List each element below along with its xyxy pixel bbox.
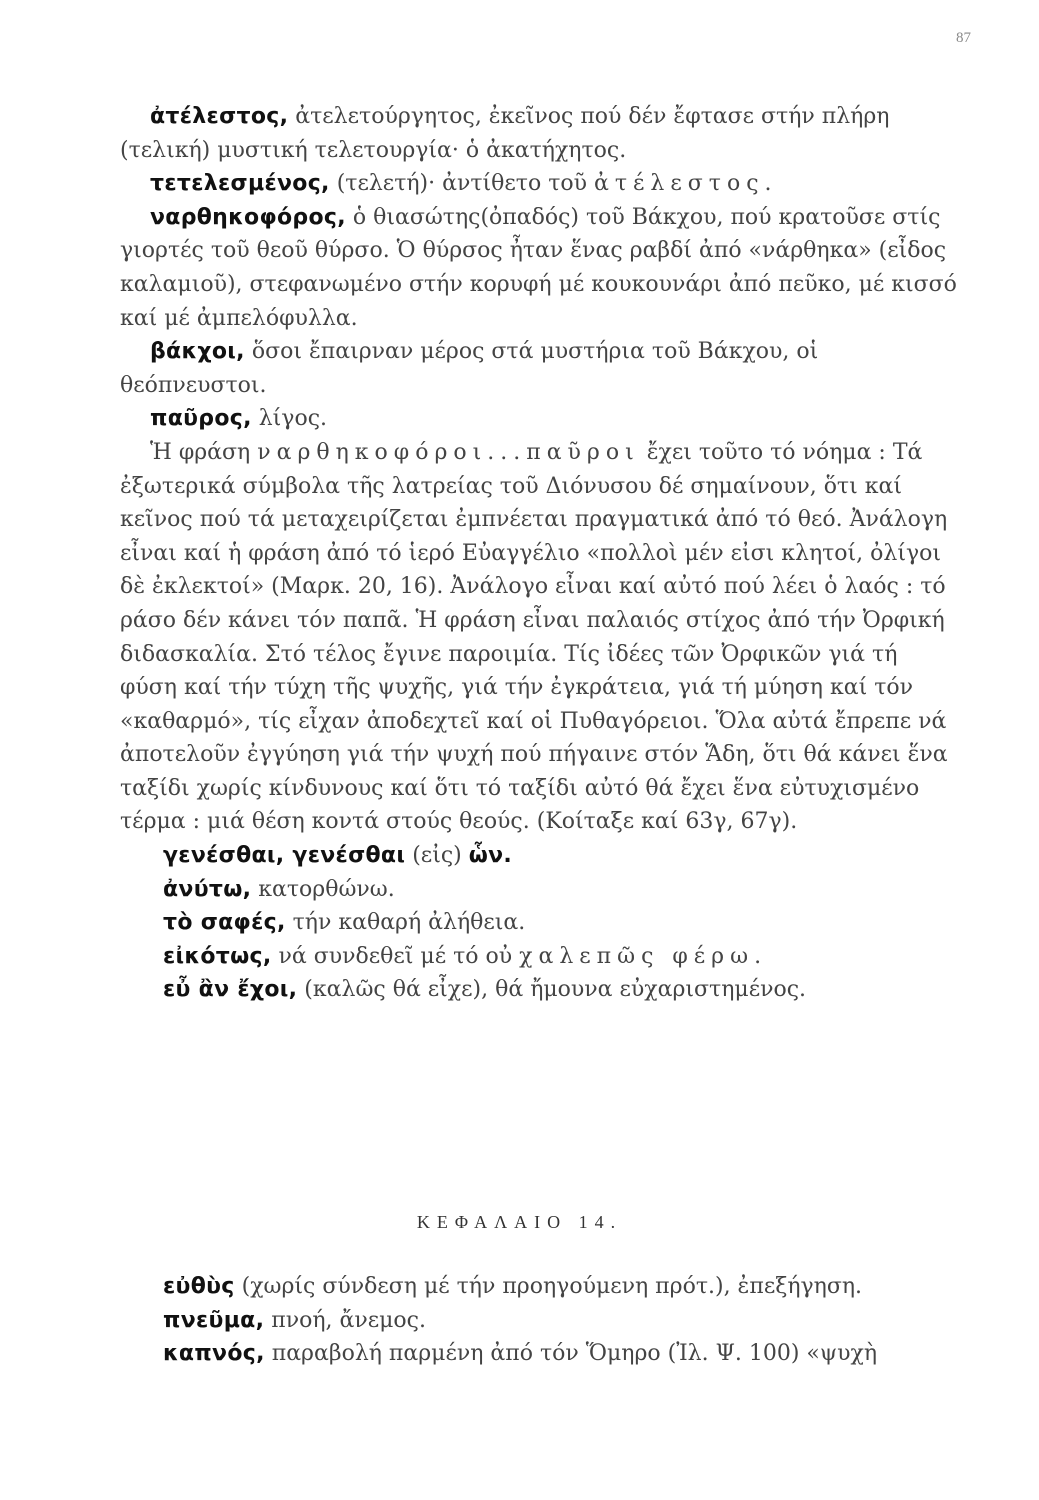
glossary-entry bbox=[120, 100, 960, 167]
glossary-term: γενέσθαι, γενέσθαι bbox=[163, 843, 406, 869]
glossary-definition: νά συνδεθεῖ μέ τό οὐ bbox=[271, 943, 520, 969]
glossary-term: καπνός, bbox=[163, 1341, 265, 1367]
glossary-definition: λίγος. bbox=[251, 406, 328, 432]
glossary-entry bbox=[120, 1337, 960, 1371]
glossary-entry bbox=[120, 1270, 960, 1304]
glossary-term-secondary: ὧν. bbox=[468, 843, 513, 869]
glossary-entry bbox=[120, 973, 960, 1007]
glossary-entry bbox=[120, 1304, 960, 1338]
glossary-entry bbox=[120, 201, 960, 335]
chapter-glossary-block bbox=[120, 1270, 960, 1371]
glossary-term: τετελεσμένος, bbox=[150, 171, 330, 197]
glossary-entry bbox=[120, 906, 960, 940]
glossary-term: βάκχοι, bbox=[150, 339, 245, 365]
glossary-definition: (καλῶς θά εἶχε), θά ἤμουνα εὐχαριστημένος. bbox=[297, 977, 807, 1003]
glossary-term: τὸ σαφές, bbox=[163, 910, 286, 936]
glossary-definition: (εἰς) bbox=[405, 843, 469, 869]
glossary-definition-end: . bbox=[764, 171, 772, 197]
glossary-term: εὐθὺς bbox=[163, 1274, 235, 1299]
emphasized-phrase: χαλεπῶς φέρω bbox=[519, 943, 755, 969]
glossary-definition-end: . bbox=[754, 943, 762, 969]
glossary-entry bbox=[120, 873, 960, 907]
glossary-term: ἀνύτω, bbox=[163, 876, 252, 902]
emphasized-phrase: ναρθηκοφόροι...παῦροι bbox=[257, 439, 640, 465]
glossary-definition: ὁ θιασώτης(ὀπαδός) τοῦ Βάκχου, πού κρατοῦσε στίς γιορτές τοῦ θεοῦ θύρσο. Ὁ θύρσος ἦταν ἕνας ραβδί ἀπό «νάρθηκα» (εἶδος καλαμιοῦ), στεφανωμένο στήν κορυφή μέ κουκουνάρι ἀπό πεῦκο, μέ κισσό καί μέ ἀμπελόφυλλα. bbox=[120, 204, 957, 331]
glossary-term: εὖ ἂν ἔχοι, bbox=[163, 977, 298, 1003]
glossary-definition: κατορθώνω. bbox=[251, 876, 395, 902]
glossary-definition: πνοή, ἄνεμος. bbox=[264, 1307, 426, 1333]
glossary-entry bbox=[120, 940, 960, 974]
glossary-definition: (χωρίς σύνδεση μέ τήν προηγούμενη πρότ.), ἐπεξήγηση. bbox=[234, 1274, 863, 1299]
page-number: 87 bbox=[956, 30, 971, 46]
glossary-term: πνεῦμα, bbox=[163, 1307, 265, 1333]
chapter-heading: ΚΕΦΑΛΑΙΟ 14. bbox=[416, 1212, 623, 1232]
glossary-entry bbox=[120, 167, 960, 201]
commentary-lead: Ἡ φράση bbox=[150, 439, 258, 465]
glossary-term: ναρθηκοφόρος, bbox=[150, 204, 346, 230]
glossary-term: παῦρος, bbox=[150, 406, 252, 432]
glossary-term: ἀτέλεστος, bbox=[150, 104, 289, 129]
commentary-text: ἔχει τοῦτο τό νόημα : Τά ἐξωτερικά σύμβολα τῆς λατρείας τοῦ Διόνυσου δέ σημαίνουν, ὅτι καί κεῖνος πού τά μεταχειρίζεται ἐμπνέεται πραγματικά ἀπό τό θεό. Ἀνάλογη εἶναι καί ἡ φράση ἀπό τό ἱερό Εὐαγγέλιο «πολλοὶ μέν εἰσι κλητοί, ὀλίγοι δὲ ἐκλεκτοί» (Μαρκ. 20, 16). Ἀνάλογο εἶναι καί αὐτό πού λέει ὁ λαός : τό ράσο δέν κάνει τόν παπᾶ. Ἡ φράση εἶναι παλαιός στίχος ἀπό τήν Ὀρφική διδασκαλία. Στό τέλος ἔγινε παροιμία. Τίς ἰδέες τῶν Ὀρφικῶν γιά τή φύση καί τήν τύχη τῆς ψυχῆς, γιά τήν ἐγκράτεια, γιά τή μύηση καί τόν «καθαρμό», τίς εἶχαν ἀποδεχτεῖ καί οἱ Πυθαγόρειοι. Ὅλα αὐτά ἔπρεπε νά ἀποτελοῦν ἐγγύηση γιά τήν ψυχή πού πήγαινε στόν Ἅδη, ὅτι θά κάνει ἕνα ταξίδι χωρίς κίνδυνους καί ὅτι τό ταξίδι αὐτό θά ἔχει ἕνα εὐτυχισμένο τέρμα : μιά θέση κοντά στούς θεούς. (Κοίταξε καί 63γ, 67γ). bbox=[120, 439, 948, 835]
glossary-entry bbox=[120, 335, 960, 402]
glossary-entry bbox=[120, 402, 960, 436]
glossary-entry bbox=[120, 839, 960, 873]
glossary-definition: (τελετή)· ἀντίθετο τοῦ bbox=[329, 171, 594, 197]
glossary-block bbox=[120, 100, 960, 1007]
glossary-definition: τήν καθαρή ἀλήθεια. bbox=[285, 910, 526, 936]
commentary-paragraph bbox=[120, 436, 960, 839]
emphasized-word: ἀτέλεστος bbox=[594, 171, 765, 197]
glossary-definition: παραβολή παρμένη ἀπό τόν Ὅμηρο (Ἰλ. Ψ. 100) «ψυχὴ bbox=[264, 1341, 878, 1367]
glossary-definition: ἀτελετούργητος, ἐκεῖνος πού δέν ἔφτασε στήν πλήρη (τελική) μυστική τελετουργία· ὁ ἀκατήχητος. bbox=[120, 104, 890, 163]
glossary-definition: ὅσοι ἔπαιρναν μέρος στά μυστήρια τοῦ Βάκχου, οἱ θεόπνευστοι. bbox=[120, 339, 819, 398]
glossary-term: εἰκότως, bbox=[163, 943, 272, 969]
